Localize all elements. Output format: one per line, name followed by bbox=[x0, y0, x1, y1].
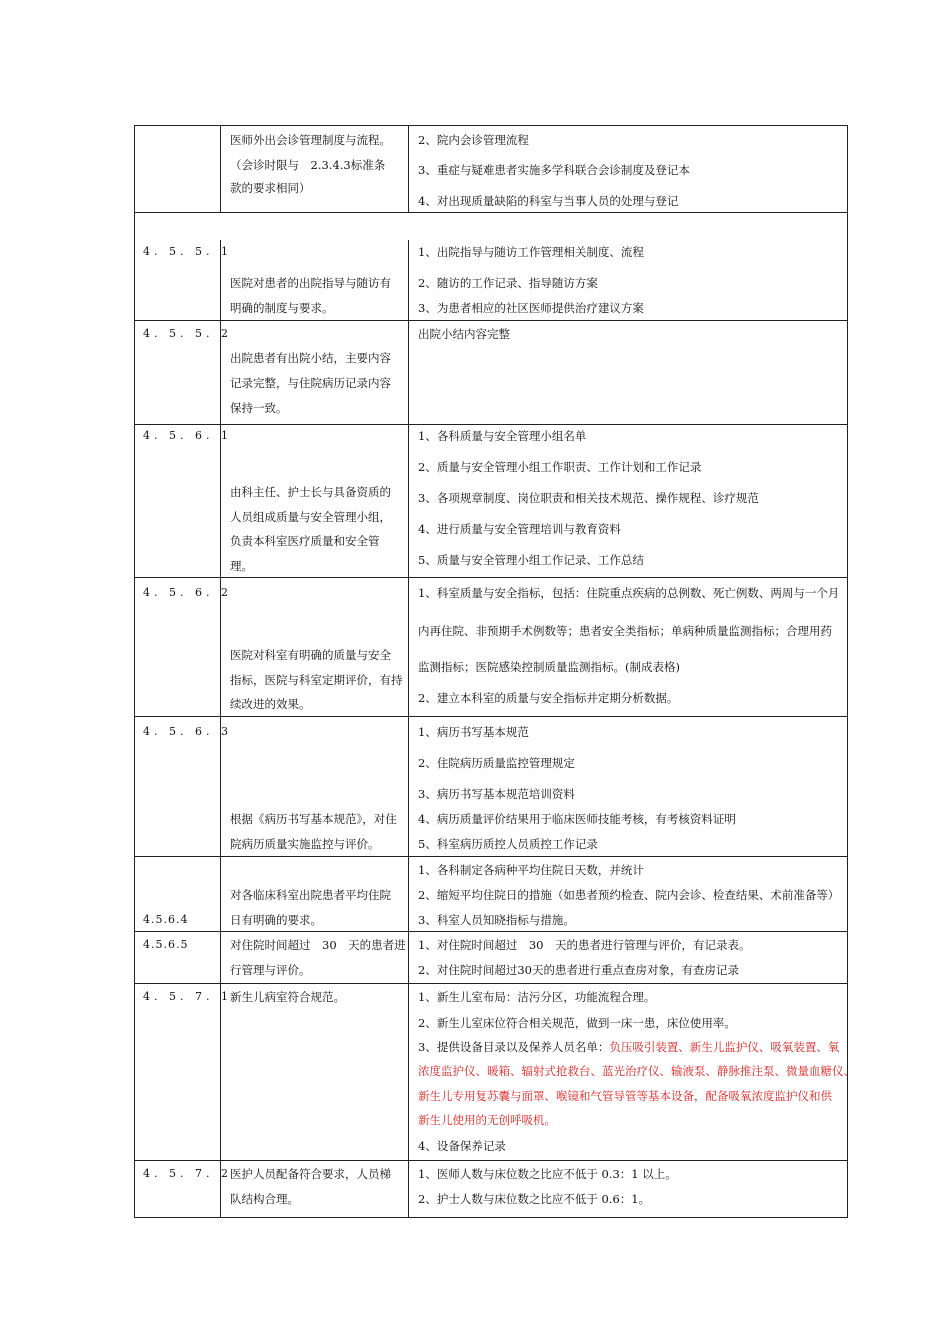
equipment-list-highlight: 浓度监护仪、暖箱、辐射式抢救台、蓝光治疗仪、输液泵、静脉推注泵、微量血糖仪、 bbox=[418, 1064, 855, 1078]
item-line: 1、科室质量与安全指标，包括：住院重点疾病的总例数、死亡例数、两周与一个月 bbox=[418, 586, 840, 600]
table-row bbox=[134, 931, 848, 984]
item-line: 1、各科质量与安全管理小组名单 bbox=[418, 429, 587, 443]
description-line: 负责本科室医疗质量和安全管 bbox=[230, 534, 380, 548]
item-line: 4、对出现质量缺陷的科室与当事人员的处理与登记 bbox=[418, 194, 679, 208]
code-cell bbox=[135, 932, 221, 983]
code-cell bbox=[135, 1161, 232, 1217]
table-row bbox=[134, 716, 848, 857]
table-gap bbox=[134, 213, 848, 240]
description-line: 医师外出会诊管理制度与流程。 bbox=[230, 133, 391, 147]
code-cell bbox=[135, 857, 221, 931]
items-cell bbox=[409, 717, 847, 856]
code-cell bbox=[135, 578, 232, 716]
table-row bbox=[134, 1160, 848, 1218]
description-line: 医院对患者的出院指导与随访有 bbox=[230, 276, 391, 290]
item-line: 2、住院病历质量监控管理规定 bbox=[418, 756, 575, 770]
item-line: 1、新生儿室布局：洁污分区，功能流程合理。 bbox=[418, 990, 656, 1004]
description-line: 根据《病历书写基本规范》，对住 bbox=[230, 812, 397, 826]
items-cell bbox=[409, 578, 847, 716]
item-code: 4. 5. 5. 2 bbox=[143, 327, 232, 340]
equipment-list-label: 3、提供设备目录以及保养人员名单： bbox=[418, 1040, 610, 1054]
item-code: 4. 5. 6. 2 bbox=[143, 586, 232, 599]
item-line: 1、各科制定各病种平均住院日天数，并统计 bbox=[418, 863, 644, 877]
item-code: 4. 5. 7. 1 bbox=[143, 990, 232, 1003]
item-line: 2、建立本科室的质量与安全指标并定期分析数据。 bbox=[418, 691, 679, 705]
description-cell bbox=[221, 857, 409, 931]
description-cell bbox=[221, 425, 409, 577]
description-line: 对住院时间超过 30 天的患者进 bbox=[230, 938, 406, 952]
description-line: 院病历质量实施监控与评价。 bbox=[230, 837, 380, 851]
description-cell bbox=[221, 240, 409, 320]
table-row bbox=[134, 577, 848, 717]
item-line: 5、质量与安全管理小组工作记录、工作总结 bbox=[418, 553, 644, 567]
description-line: 日有明确的要求。 bbox=[230, 913, 322, 927]
item-line: 5、科室病历质控人员质控工作记录 bbox=[418, 837, 598, 851]
items-cell bbox=[409, 857, 847, 931]
description-line: 对各临床科室出院患者平均住院 bbox=[230, 888, 391, 902]
description-cell bbox=[221, 126, 409, 212]
item-line: 出院小结内容完整 bbox=[418, 327, 510, 341]
item-line: 2、随访的工作记录、指导随访方案 bbox=[418, 276, 598, 290]
items-cell bbox=[409, 240, 847, 320]
description-line: 行管理与评价。 bbox=[230, 963, 311, 977]
items-cell bbox=[409, 932, 847, 983]
items-cell bbox=[409, 321, 847, 424]
item-code: 4. 5. 6. 1 bbox=[143, 429, 232, 442]
description-line: 由科主任、护士长与具备资质的 bbox=[230, 485, 391, 499]
code-cell bbox=[135, 321, 232, 424]
description-line: 款的要求相同） bbox=[230, 181, 311, 195]
item-code: 4. 5. 5. 1 bbox=[143, 245, 232, 258]
item-line: 2、质量与安全管理小组工作职责、工作计划和工作记录 bbox=[418, 460, 702, 474]
item-code: 4.5.6.4 bbox=[143, 913, 189, 926]
item-line: 1、医师人数与床位数之比应不低于 0.3：1 以上。 bbox=[418, 1167, 677, 1181]
item-line: 2、缩短平均住院日的措施（如患者预约检查、院内会诊、检查结果、术前准备等） bbox=[418, 888, 840, 902]
description-line: 明确的制度与要求。 bbox=[230, 301, 334, 315]
item-line: 4、设备保养记录 bbox=[418, 1139, 506, 1153]
description-cell bbox=[221, 932, 409, 983]
item-line: 2、对住院时间超过30天的患者进行重点查房对象，有查房记录 bbox=[418, 963, 739, 977]
description-cell bbox=[221, 578, 409, 716]
description-cell bbox=[221, 717, 409, 856]
item-line: 3、科室人员知晓指标与措施。 bbox=[418, 913, 575, 927]
description-cell bbox=[221, 984, 409, 1160]
table-row bbox=[134, 125, 848, 213]
code-cell bbox=[135, 717, 232, 856]
items-cell bbox=[409, 425, 847, 577]
description-line: 理。 bbox=[230, 559, 253, 573]
description-cell bbox=[221, 1161, 409, 1217]
items-cell bbox=[409, 1161, 847, 1217]
table-row bbox=[134, 320, 848, 425]
item-line: 3、各项规章制度、岗位职责和相关技术规范、操作规程、诊疗规范 bbox=[418, 491, 759, 505]
items-cell bbox=[409, 984, 855, 1160]
table-row bbox=[134, 983, 855, 1161]
description-line: 记录完整，与住院病历记录内容 bbox=[230, 376, 391, 390]
code-cell bbox=[135, 425, 232, 577]
equipment-list-highlight: 负压吸引装置、新生儿监护仪、吸氧装置、氧 bbox=[609, 1040, 840, 1054]
description-line: 续改进的效果。 bbox=[230, 697, 311, 711]
description-cell bbox=[221, 321, 409, 424]
item-code: 4. 5. 7. 2 bbox=[143, 1167, 232, 1180]
code-cell bbox=[135, 126, 221, 212]
item-line: 2、护士人数与床位数之比应不低于 0.6：1。 bbox=[418, 1192, 651, 1206]
item-line: 2、院内会诊管理流程 bbox=[418, 133, 529, 147]
item-line: 4、病历质量评价结果用于临床医师技能考核，有考核资料证明 bbox=[418, 812, 736, 826]
item-line: 1、出院指导与随访工作管理相关制度、流程 bbox=[418, 245, 644, 259]
item-line bbox=[418, 1040, 839, 1054]
description-line: 医护人员配备符合要求，人员梯 bbox=[230, 1167, 391, 1181]
item-line: 3、病历书写基本规范培训资料 bbox=[418, 787, 575, 801]
description-line: 队结构合理。 bbox=[230, 1192, 299, 1206]
description-line: 人员组成质量与安全管理小组， bbox=[230, 510, 391, 524]
description-line: 医院对科室有明确的质量与安全 bbox=[230, 648, 391, 662]
description-line: 保持一致。 bbox=[230, 401, 288, 415]
item-line: 监测指标；医院感染控制质量监测指标。(制成表格) bbox=[418, 660, 680, 674]
description-line: 出院患者有出院小结，主要内容 bbox=[230, 351, 391, 365]
item-line: 内再住院、非预期手术例数等；患者安全类指标；单病种质量监测指标；合理用药 bbox=[418, 624, 832, 638]
description-line: 新生儿病室符合规范。 bbox=[230, 990, 345, 1004]
equipment-list-highlight: 新生儿使用的无创呼吸机。 bbox=[418, 1113, 556, 1127]
item-line: 4、进行质量与安全管理培训与教育资料 bbox=[418, 522, 621, 536]
code-cell bbox=[135, 984, 232, 1160]
item-line: 1、对住院时间超过 30 天的患者进行管理与评价，有记录表。 bbox=[418, 938, 751, 952]
item-line: 3、重症与疑难患者实施多学科联合会诊制度及登记本 bbox=[418, 163, 690, 177]
table-row bbox=[134, 424, 848, 578]
equipment-list-highlight: 新生儿专用复苏囊与面罩、喉镜和气管导管等基本设备，配备吸氧浓度监护仪和供 bbox=[418, 1089, 832, 1103]
items-cell bbox=[409, 126, 847, 212]
code-cell bbox=[135, 240, 232, 320]
table-row bbox=[134, 240, 848, 321]
item-code: 4.5.6.5 bbox=[143, 938, 189, 951]
item-line: 3、为患者相应的社区医师提供治疗建议方案 bbox=[418, 301, 644, 315]
item-line: 2、新生儿室床位符合相关规范，做到一床一患，床位使用率。 bbox=[418, 1016, 736, 1030]
table-row bbox=[134, 856, 848, 932]
description-line: （会诊时限与 2.3.4.3标准条 bbox=[230, 158, 386, 172]
item-line: 1、病历书写基本规范 bbox=[418, 725, 529, 739]
item-code: 4. 5. 6. 3 bbox=[143, 725, 232, 738]
description-line: 指标，医院与科室定期评价，有持 bbox=[230, 673, 403, 687]
